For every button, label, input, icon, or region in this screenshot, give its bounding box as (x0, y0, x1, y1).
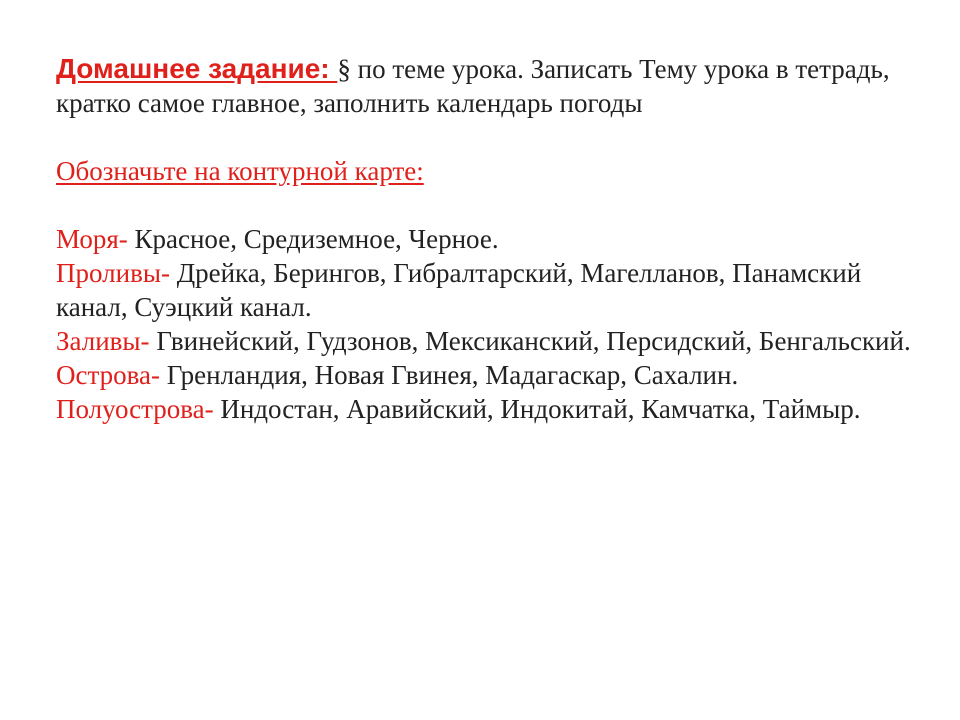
map-task-heading: Обозначьте на контурной карте: (56, 156, 424, 186)
item-label: Заливы- (56, 326, 150, 356)
homework-title: Домашнее задание: (56, 53, 338, 84)
list-item-seas (56, 222, 916, 256)
item-text: Красное, Средиземное, Черное. (127, 224, 499, 254)
spacer (56, 120, 916, 154)
item-label: Проливы- (56, 258, 170, 288)
item-text: Индостан, Аравийский, Индокитай, Камчатка, Таймыр. (213, 394, 861, 424)
list-item-straits (56, 256, 916, 324)
item-label: Острова- (56, 360, 160, 390)
list-item-islands (56, 358, 916, 392)
spacer (56, 188, 916, 222)
item-label: Полуострова- (56, 394, 214, 424)
list-item-peninsulas (56, 392, 916, 426)
homework-paragraph (56, 52, 916, 120)
item-label: Моря- (56, 224, 128, 254)
item-text: Дрейка, Берингов, Гибралтарский, Магелланов, Панамский канал, Суэцкий канал. (56, 258, 862, 322)
item-text: Гвинейский, Гудзонов, Мексиканский, Персидский, Бенгальский. (149, 326, 911, 356)
map-task-paragraph (56, 154, 916, 188)
homework-text: § по теме урока. Записать Тему урока в тетрадь, кратко самое главное, заполнить календарь погоды (56, 54, 890, 118)
item-text: Гренландия, Новая Гвинея, Мадагаскар, Сахалин. (159, 360, 739, 390)
list-item-gulfs (56, 324, 916, 358)
slide-content (56, 52, 916, 426)
